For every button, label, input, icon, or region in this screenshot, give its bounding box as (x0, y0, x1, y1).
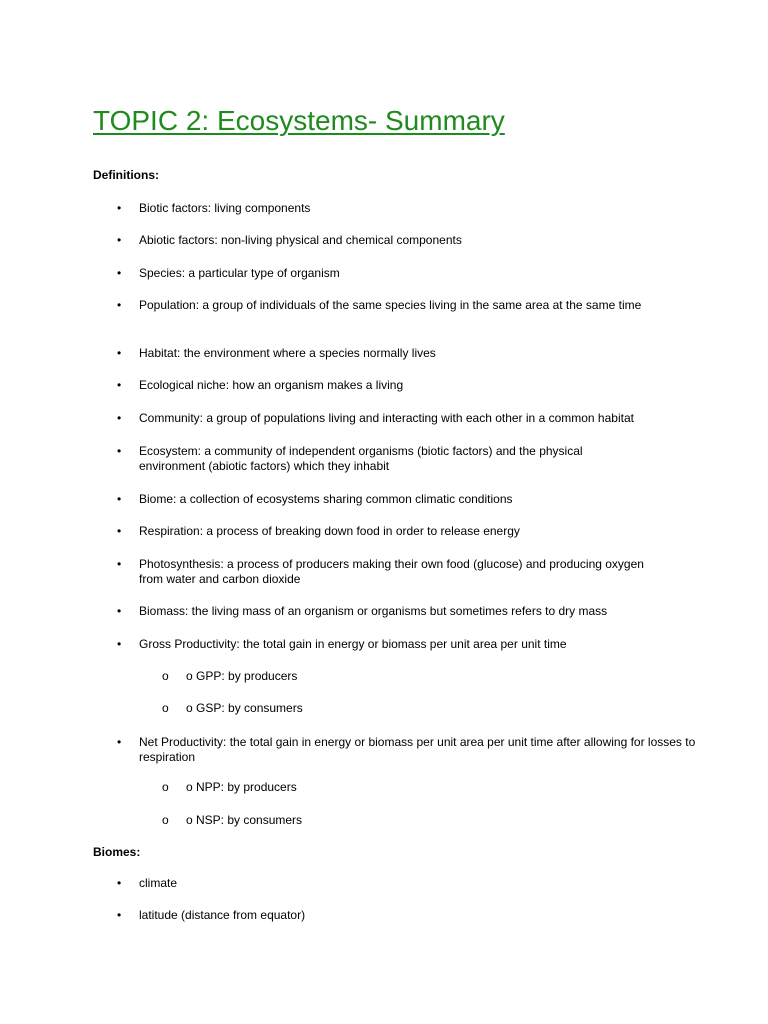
sub-item-text: o NPP: by producers (186, 780, 297, 794)
circle-bullet-icon: o (162, 780, 169, 794)
sub-list-item (162, 669, 666, 684)
biome-factor-text: latitude (distance from equator) (139, 908, 306, 922)
bullet-icon: • (117, 876, 122, 890)
bullet-icon: • (117, 735, 122, 749)
list-item (117, 201, 684, 216)
list-item (117, 908, 684, 923)
bullet-icon: • (117, 524, 122, 538)
list-item (117, 876, 684, 891)
list-item (117, 298, 659, 313)
bullet-icon: • (117, 378, 122, 392)
sub-list-item (162, 701, 666, 716)
list-item (117, 266, 684, 281)
list-item (117, 378, 684, 393)
definition-text: Respiration: a process of breaking down food in order to release energy (139, 524, 520, 538)
bullet-icon: • (117, 557, 122, 571)
bullet-icon: • (117, 233, 122, 247)
list-item (117, 735, 699, 765)
circle-bullet-icon: o (162, 669, 169, 683)
bullet-icon: • (117, 201, 122, 215)
list-item (117, 604, 684, 619)
definition-text: Community: a group of populations living and interacting with each other in a common habitat (139, 411, 634, 425)
list-item (117, 411, 699, 426)
definition-text: Habitat: the environment where a species normally lives (139, 346, 436, 360)
definitions-heading: Definitions: (93, 168, 159, 182)
circle-bullet-icon: o (162, 813, 169, 827)
sub-list-item (162, 813, 666, 828)
list-item (117, 233, 684, 248)
bullet-icon: • (117, 346, 122, 360)
circle-bullet-icon: o (162, 701, 169, 715)
definition-text: Ecosystem: a community of independent organisms (biotic factors) and the physical environment (abiotic factors) which they inhabit (139, 444, 583, 473)
page-title: TOPIC 2: Ecosystems- Summary (93, 105, 505, 136)
bullet-icon: • (117, 908, 122, 922)
definition-text: Biotic factors: living components (139, 201, 311, 215)
list-item (117, 524, 684, 539)
bullet-icon: • (117, 604, 122, 618)
bullet-icon: • (117, 266, 122, 280)
definition-text: Population: a group of individuals of the same species living in the same area at the same time (139, 298, 642, 312)
sub-item-text: o NSP: by consumers (186, 813, 303, 827)
definition-text: Net Productivity: the total gain in energy or biomass per unit area per unit time after allowing for losses to respiration (139, 735, 696, 764)
sub-item-text: o GPP: by producers (186, 669, 298, 683)
biomes-heading: Biomes: (93, 845, 141, 859)
bullet-icon: • (117, 492, 122, 506)
definition-text: Abiotic factors: non-living physical and chemical components (139, 233, 462, 247)
bullet-icon: • (117, 637, 122, 651)
list-item (117, 492, 684, 507)
list-item (117, 444, 629, 474)
biome-factor-text: climate (139, 876, 178, 890)
list-item (117, 637, 684, 652)
definition-text: Biomass: the living mass of an organism or organisms but sometimes refers to dry mass (139, 604, 608, 618)
definition-text: Biome: a collection of ecosystems sharing common climatic conditions (139, 492, 513, 506)
definition-text: Gross Productivity: the total gain in energy or biomass per unit area per unit time (139, 637, 567, 651)
list-item (117, 557, 649, 587)
definition-text: Ecological niche: how an organism makes a living (139, 378, 404, 392)
sub-list-item (162, 780, 666, 795)
definition-text: Photosynthesis: a process of producers making their own food (glucose) and producing oxygen from water and carbon dioxide (139, 557, 644, 586)
definition-text: Species: a particular type of organism (139, 266, 340, 280)
sub-item-text: o GSP: by consumers (186, 701, 303, 715)
list-item (117, 346, 684, 361)
bullet-icon: • (117, 411, 122, 425)
bullet-icon: • (117, 444, 122, 458)
bullet-icon: • (117, 298, 122, 312)
